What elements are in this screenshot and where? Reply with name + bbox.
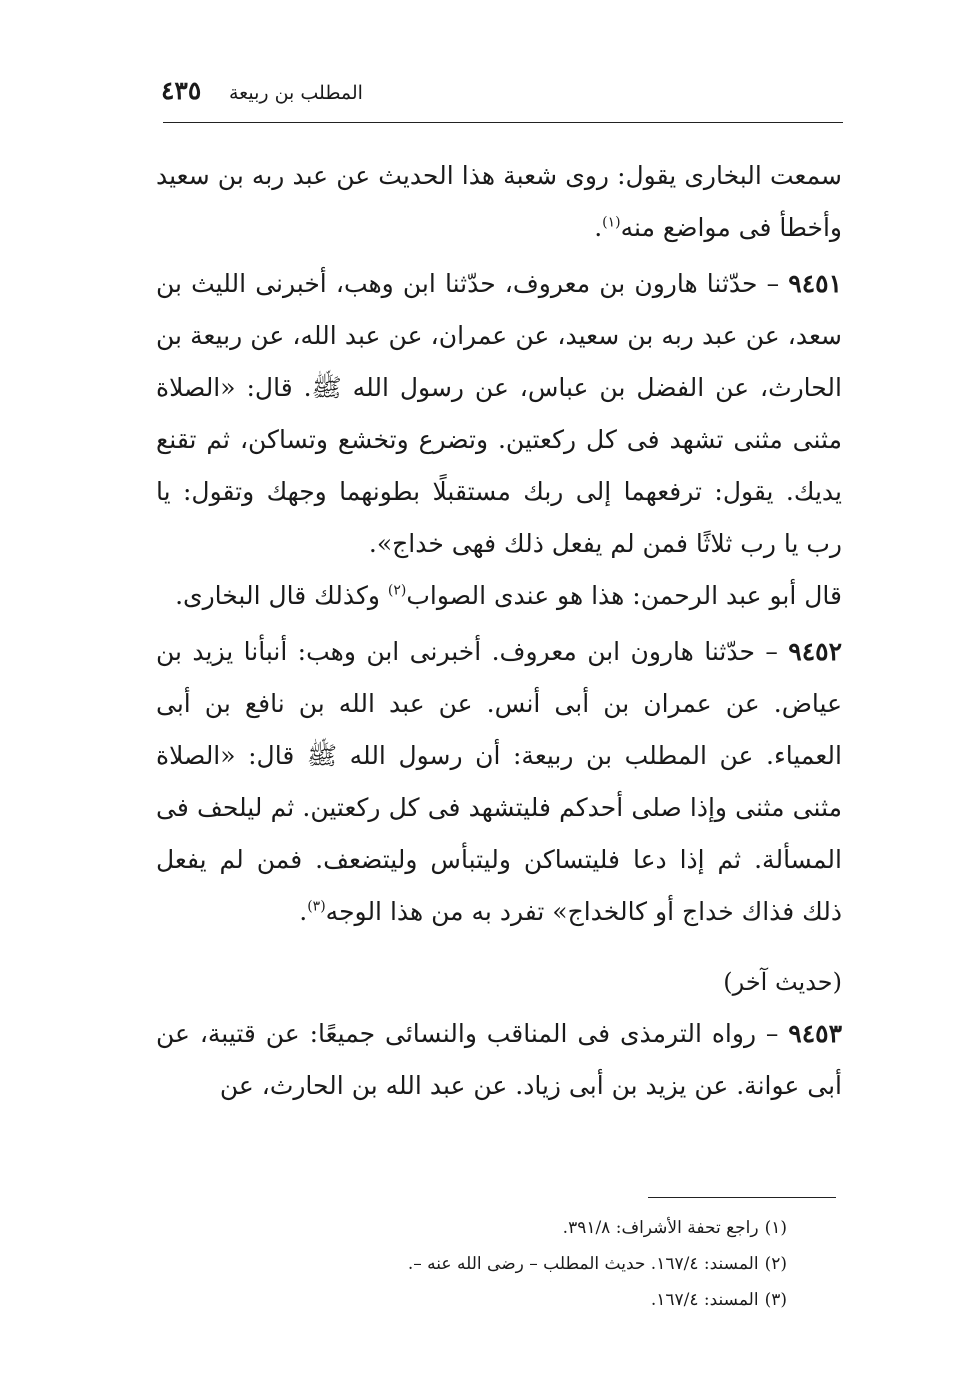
footnote-ref-3: (٣) (307, 898, 326, 915)
footnote-ref-1: (١) (602, 214, 621, 231)
footnote-text: راجع تحفة الأشراف: ٣٩١/٨. (562, 1218, 759, 1238)
hadith-text: – حدّثنا هارون ابن معروف. أخبرنى ابن وهب: أنبأنا يزيد بن عياض. عن عمران بن أبى أنس. عن عبد الله بن نافع بن أبى العمياء. عن المطلب بن ربيعة: أن رسول الله ﷺ قال: «الصلاة مثنى مثنى وإذا صلى أحدكم فليتشهد فى كل ركعتين. ثم ليلحف فى المسألة. ثم إذا دعا فليتساكن وليتبأس وليتضعف. فمن لم يفعل ذلك فذاك خداج أو كالخداج» تفرد به من هذا الوجه (156, 637, 842, 926)
footnote-1 (267, 1210, 787, 1246)
section-heading: (حديث آخر) (723, 968, 842, 996)
hadith-number: ٩٤٥٣ (788, 1019, 842, 1048)
hadith-9452 (156, 626, 842, 938)
hadith-9451 (156, 258, 842, 570)
paragraph-end: . (299, 897, 308, 926)
hadith-text: – رواه الترمذى فى المناقب والنسائى جميعًا: عن قتيبة، عن أبى عوانة. عن يزيد بن أبى زياد. عن عبد الله بن الحارث، عن (156, 1019, 842, 1100)
hadith-number: ٩٤٥١ (788, 269, 842, 298)
paragraph-text: سمعت البخارى يقول: روى شعبة هذا الحديث عن عبد ربه بن سعيد وأخطأ فى مواضع منه (156, 161, 842, 242)
paragraph-abu-abd-al-rahman (156, 570, 842, 622)
footnote-2 (267, 1246, 787, 1282)
footnote-mark: (٢) (764, 1254, 787, 1274)
footnote-ref-2: (٢) (387, 582, 407, 599)
main-text (156, 150, 842, 1112)
hadith-text: – حدّثنا هارون بن معروف، حدّثنا ابن وهب، أخبرنى الليث بن سعد، عن عبد ربه بن سعيد، عن عمران، عن عبد الله، عن ربيعة بن الحارث، عن الفضل بن عباس، عن رسول الله ﷺ. قال: «الصلاة مثنى مثنى تشهد فى كل ركعتين. وتضرع وتخشع وتساكن، ثم تقنع يديك. يقول: ترفعهما إلى ربك مستقبلًا بطونهما وجهك وتقول: يا رب يا رب ثلاثًا فمن لم يفعل ذلك فهى خداج». (156, 269, 842, 558)
paragraph-text: قال أبو عبد الرحمن: هذا هو عندى الصواب (406, 581, 842, 610)
running-title: المطلب بن ربيعة (229, 82, 363, 104)
hadith-9453 (156, 1008, 842, 1112)
footnote-mark: (٣) (764, 1290, 787, 1310)
running-head (137, 76, 832, 116)
header-rule (163, 122, 843, 123)
hadith-number: ٩٤٥٢ (788, 637, 842, 666)
page-number: ٤٣٥ (161, 76, 202, 105)
footnote-mark: (١) (764, 1218, 787, 1238)
paragraph-end: . (594, 213, 603, 242)
footnote-text: المسند: ١٦٧/٤. (650, 1290, 759, 1310)
footnote-3 (267, 1282, 787, 1318)
paragraph-bukhari (156, 150, 842, 254)
footnote-text: المسند: ١٦٧/٤. حديث المطلب – رضى الله عنه –. (407, 1254, 759, 1274)
paragraph-end: وكذلك قال البخارى. (175, 581, 388, 610)
footnote-rule (648, 1197, 836, 1198)
footnotes (267, 1210, 787, 1318)
